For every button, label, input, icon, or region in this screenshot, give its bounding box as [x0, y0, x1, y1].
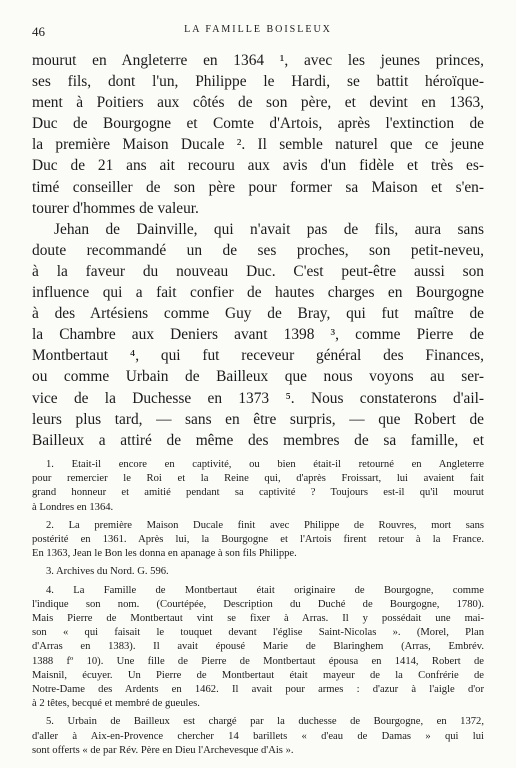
footnote-line: pour remercier le Roi et la Reine qui, d'après Froissart, lui avaient fait: [32, 473, 484, 485]
footnote-line: 5. Urbain de Bailleux est chargé par la duchesse de Bourgogne, en 1372,: [46, 716, 484, 728]
text-line: Duc de Bourgogne et Comte d'Artois, après l'extinction de: [32, 115, 484, 133]
text-line: Duc de 21 ans ait recouru aux avis d'un fidèle et très es-: [32, 157, 484, 175]
footnote-line: 4. La Famille de Montbertaut était originaire de Bourgogne, comme: [46, 584, 484, 596]
footnote-5: [32, 715, 484, 758]
footnote-line: d'aller à Aix-en-Provence chercher 14 barillets « d'eau de Damas » qui lui: [32, 730, 484, 742]
text-line: Montbertaut ⁴, qui fut receveur général des Finances,: [32, 347, 484, 365]
paragraph-1: [32, 50, 484, 219]
text-line: Jehan de Dainville, qui n'avait pas de fils, aura sans: [54, 220, 484, 238]
text-line: leurs plus tard, — sans en être surpris, — que Robert de: [32, 410, 484, 428]
footnote-line: l'indique son nom. (Courtépée, Description du Duché de Bourgogne, 1780).: [32, 598, 484, 610]
text-line: tourer d'hommes de valeur.: [32, 199, 199, 217]
text-line: à la faveur du nouveau Duc. C'est peut-être aussi son: [32, 262, 484, 280]
paragraph-2: [32, 219, 484, 451]
text-line: ses fils, dont l'un, Philippe le Hardi, se battit héroïque-: [32, 73, 484, 91]
footnote-line: son « qui faisait le touquet devant l'église Saint-Nicolas ». (Morel, Plan: [32, 627, 484, 639]
footnote-line: 1388 fº 10). Une fille de Pierre de Montbertaut épousa en 1414, Robert de: [32, 655, 484, 667]
footnote-line: grand honneur et amitié pendant sa captivité ? Toujours est-il qu'il mourut: [32, 487, 484, 499]
text-line: vice de la Duchesse en 1373 ⁵. Nous constaterons d'ail-: [32, 389, 484, 407]
running-head: [0, 24, 516, 40]
text-line: la Chambre aux Deniers avant 1398 ³, comme Pierre de: [32, 326, 484, 344]
footnote-line: Mais Pierre de Montbertaut vint se fixer à Arras. Il y possédait une mai-: [32, 613, 484, 625]
footnote-line: Notre-Dame des Ardents en 1462. Il avait pour armes : d'azur à l'aigle d'or: [32, 684, 484, 696]
text-line: mourut en Angleterre en 1364 ¹, avec les jeunes princes,: [32, 52, 484, 69]
footnote-3: [32, 565, 484, 579]
footnote-line: à 2 têtes, becqué et membré de gueules.: [32, 698, 200, 710]
footnote-line: 3. Archives du Nord. G. 596.: [46, 566, 169, 578]
text-line: influence qui a fait confier de hautes charges en Bourgogne: [32, 284, 484, 302]
text-line: la première Maison Ducale ². Il semble naturel que ce jeune: [32, 136, 484, 154]
running-title: LA FAMILLE BOISLEUX: [184, 24, 332, 35]
footnote-line: d'Arras en 1383). Il avait épousé Marie de Blaringhem (Arras, Embrév.: [32, 641, 484, 653]
text-line: à des Artésiens comme Guy de Bray, qui fut maître de: [32, 305, 484, 323]
footnotes: [32, 458, 484, 762]
footnote-line: sont offerts « de par Rév. Père en Dieu l'Archevesque d'Ais ».: [32, 744, 294, 756]
text-line: Bailleux a attiré de même des membres de sa famille, et: [32, 431, 484, 449]
text-line: timé conseiller de son père pour former sa Maison et s'en-: [32, 178, 484, 196]
text-line: ment à Poitiers aux côtés de son père, et devint en 1363,: [32, 94, 484, 112]
footnote-line: En 1363, Jean le Bon les donna en apanage à son fils Philippe.: [32, 548, 297, 560]
footnote-line: Maisnil, écuyer. Un Pierre de Montbertaut était mayeur de la Confrérie de: [32, 669, 484, 681]
footnote-line: 2. La première Maison Ducale finit avec Philippe de Rouvres, mort sans: [46, 519, 484, 531]
text-line: doute recommandé un de ses proches, son petit-neveu,: [32, 241, 484, 259]
footnote-1: [32, 458, 484, 515]
footnote-2: [32, 519, 484, 562]
page-number: 46: [32, 24, 45, 39]
footnote-4: [32, 584, 484, 712]
footnote-line: à Londres en 1364.: [32, 501, 114, 513]
footnote-line: 1. Etait-il encore en captivité, ou bien était-il retourné en Angleterre: [46, 459, 484, 470]
text-line: ou comme Urbain de Bailleux que nous voyons au ser-: [32, 368, 484, 386]
body-text: [32, 50, 484, 451]
footnote-line: postérité en 1361. Après lui, la Bourgogne et l'Artois firent retour à la France.: [32, 534, 484, 546]
